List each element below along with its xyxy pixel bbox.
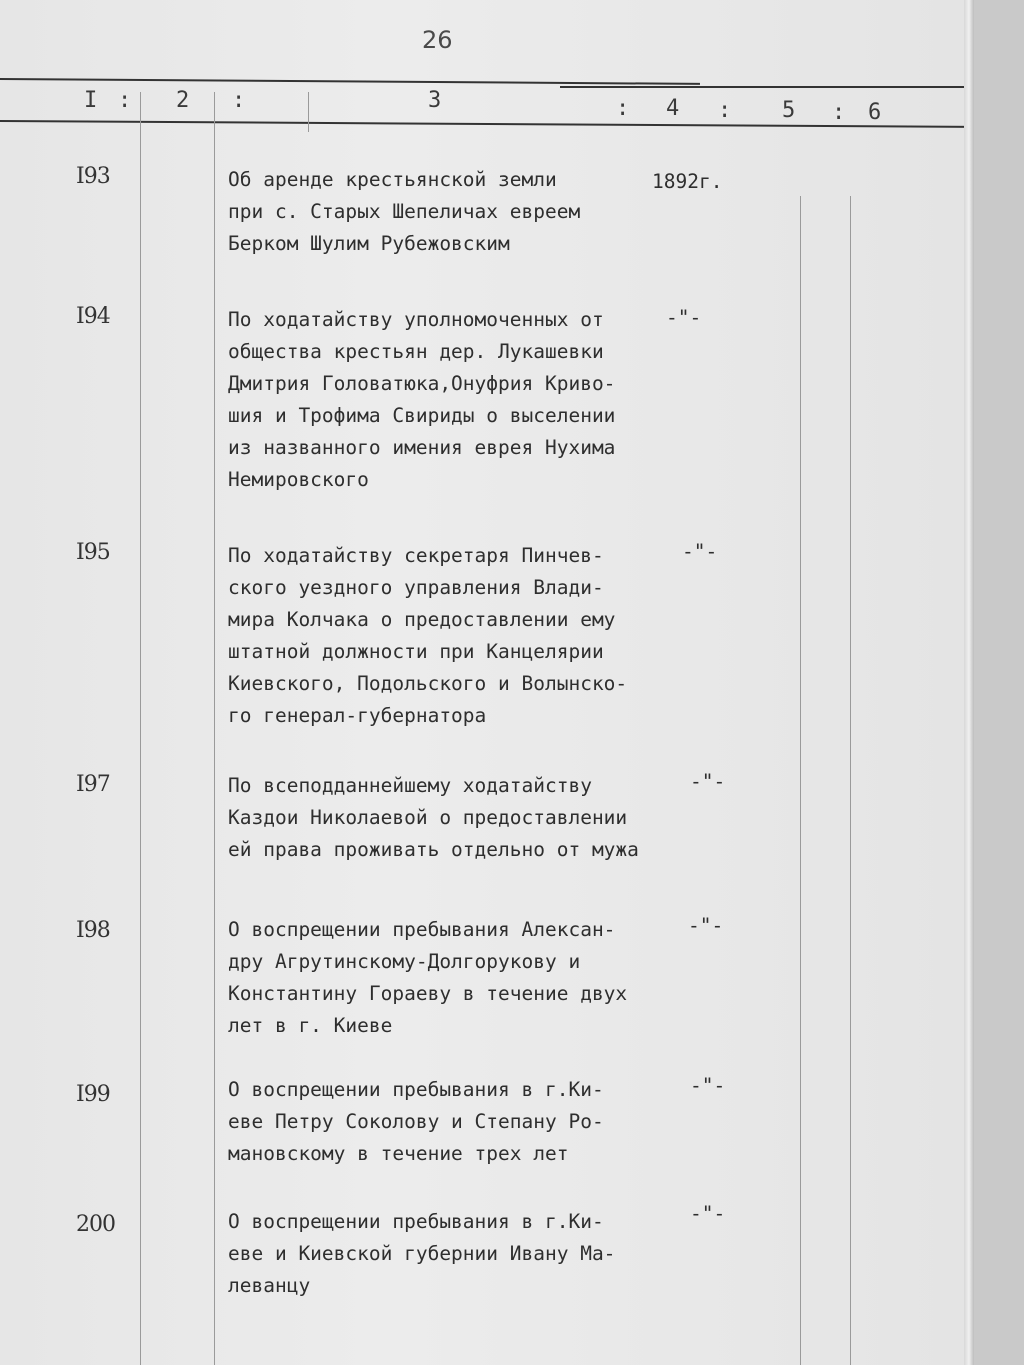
header-top-rule-right bbox=[560, 86, 970, 88]
header-bottom-rule bbox=[0, 120, 970, 128]
entry-description: По ходатайству уполномоченных от общества крестьян дер. Лукашевки Дмитрия Головатюка,Онуфрия Криво- шия и Трофима Свириды о выселении из названного имения еврея Нухима Немировского bbox=[228, 308, 616, 491]
entry-description: По ходатайству секретаря Пинчев- ского уездного управления Влади- мира Колчака о предоставлении ему штатной должности при Канцелярии Киевского, Подольского и Волынско- го генерал-губернатора bbox=[228, 544, 628, 727]
entry-date: -"- bbox=[682, 540, 718, 563]
header-col-5: 5 bbox=[782, 98, 796, 123]
header-separator: : bbox=[718, 98, 732, 123]
entry-number: I99 bbox=[76, 1082, 110, 1107]
column-line bbox=[850, 196, 851, 1365]
header-col-1: I bbox=[84, 88, 98, 113]
entry-number: I98 bbox=[76, 918, 110, 943]
header-separator: : bbox=[232, 88, 246, 113]
header-separator: : bbox=[616, 96, 630, 121]
page-number: 26 bbox=[422, 26, 453, 54]
header-separator: : bbox=[118, 88, 132, 113]
entry-number: I93 bbox=[76, 164, 110, 189]
entry-description: По всеподданнейшему ходатайству Каздои Николаевой о предоставлении ей права проживать отдельно от мужа bbox=[228, 774, 639, 861]
entry-number: 200 bbox=[76, 1212, 115, 1237]
header-separator: : bbox=[832, 100, 846, 125]
column-line bbox=[214, 92, 215, 1365]
header-top-rule bbox=[0, 78, 700, 85]
header-col-6: 6 bbox=[868, 100, 882, 125]
entry-number: I97 bbox=[76, 772, 110, 797]
entry-number: I94 bbox=[76, 304, 110, 329]
entry-date: -"- bbox=[690, 1202, 726, 1225]
entry-date: -"- bbox=[690, 1074, 726, 1097]
entry-date: -"- bbox=[688, 914, 724, 937]
entry-description: О воспрещении пребывания в г.Ки- еве Петру Соколову и Степану Ро- мановскому в течение трех лет bbox=[228, 1078, 604, 1165]
column-line bbox=[140, 92, 141, 1365]
page-edge bbox=[964, 0, 974, 1365]
header-col-2: 2 bbox=[176, 88, 190, 113]
column-line bbox=[800, 196, 801, 1365]
entry-date: -"- bbox=[690, 770, 726, 793]
header-col-3: 3 bbox=[428, 88, 442, 113]
entry-date: 1892г. bbox=[652, 170, 723, 193]
header-col-4: 4 bbox=[666, 96, 680, 121]
entry-description: О воспрещении пребывания в г.Ки- еве и Киевской губернии Ивану Ма- леванцу bbox=[228, 1210, 616, 1297]
column-line bbox=[308, 92, 309, 132]
entry-number: I95 bbox=[76, 540, 110, 565]
entry-description: О воспрещении пребывания Алексан- дру Агрутинскому-Долгорукову и Константину Гораеву в течение двух лет в г. Киеве bbox=[228, 918, 628, 1037]
entry-date: -"- bbox=[666, 306, 702, 329]
entry-description: Об аренде крестьянской земли при с. Старых Шепеличах евреем Берком Шулим Рубежовским bbox=[228, 168, 581, 255]
